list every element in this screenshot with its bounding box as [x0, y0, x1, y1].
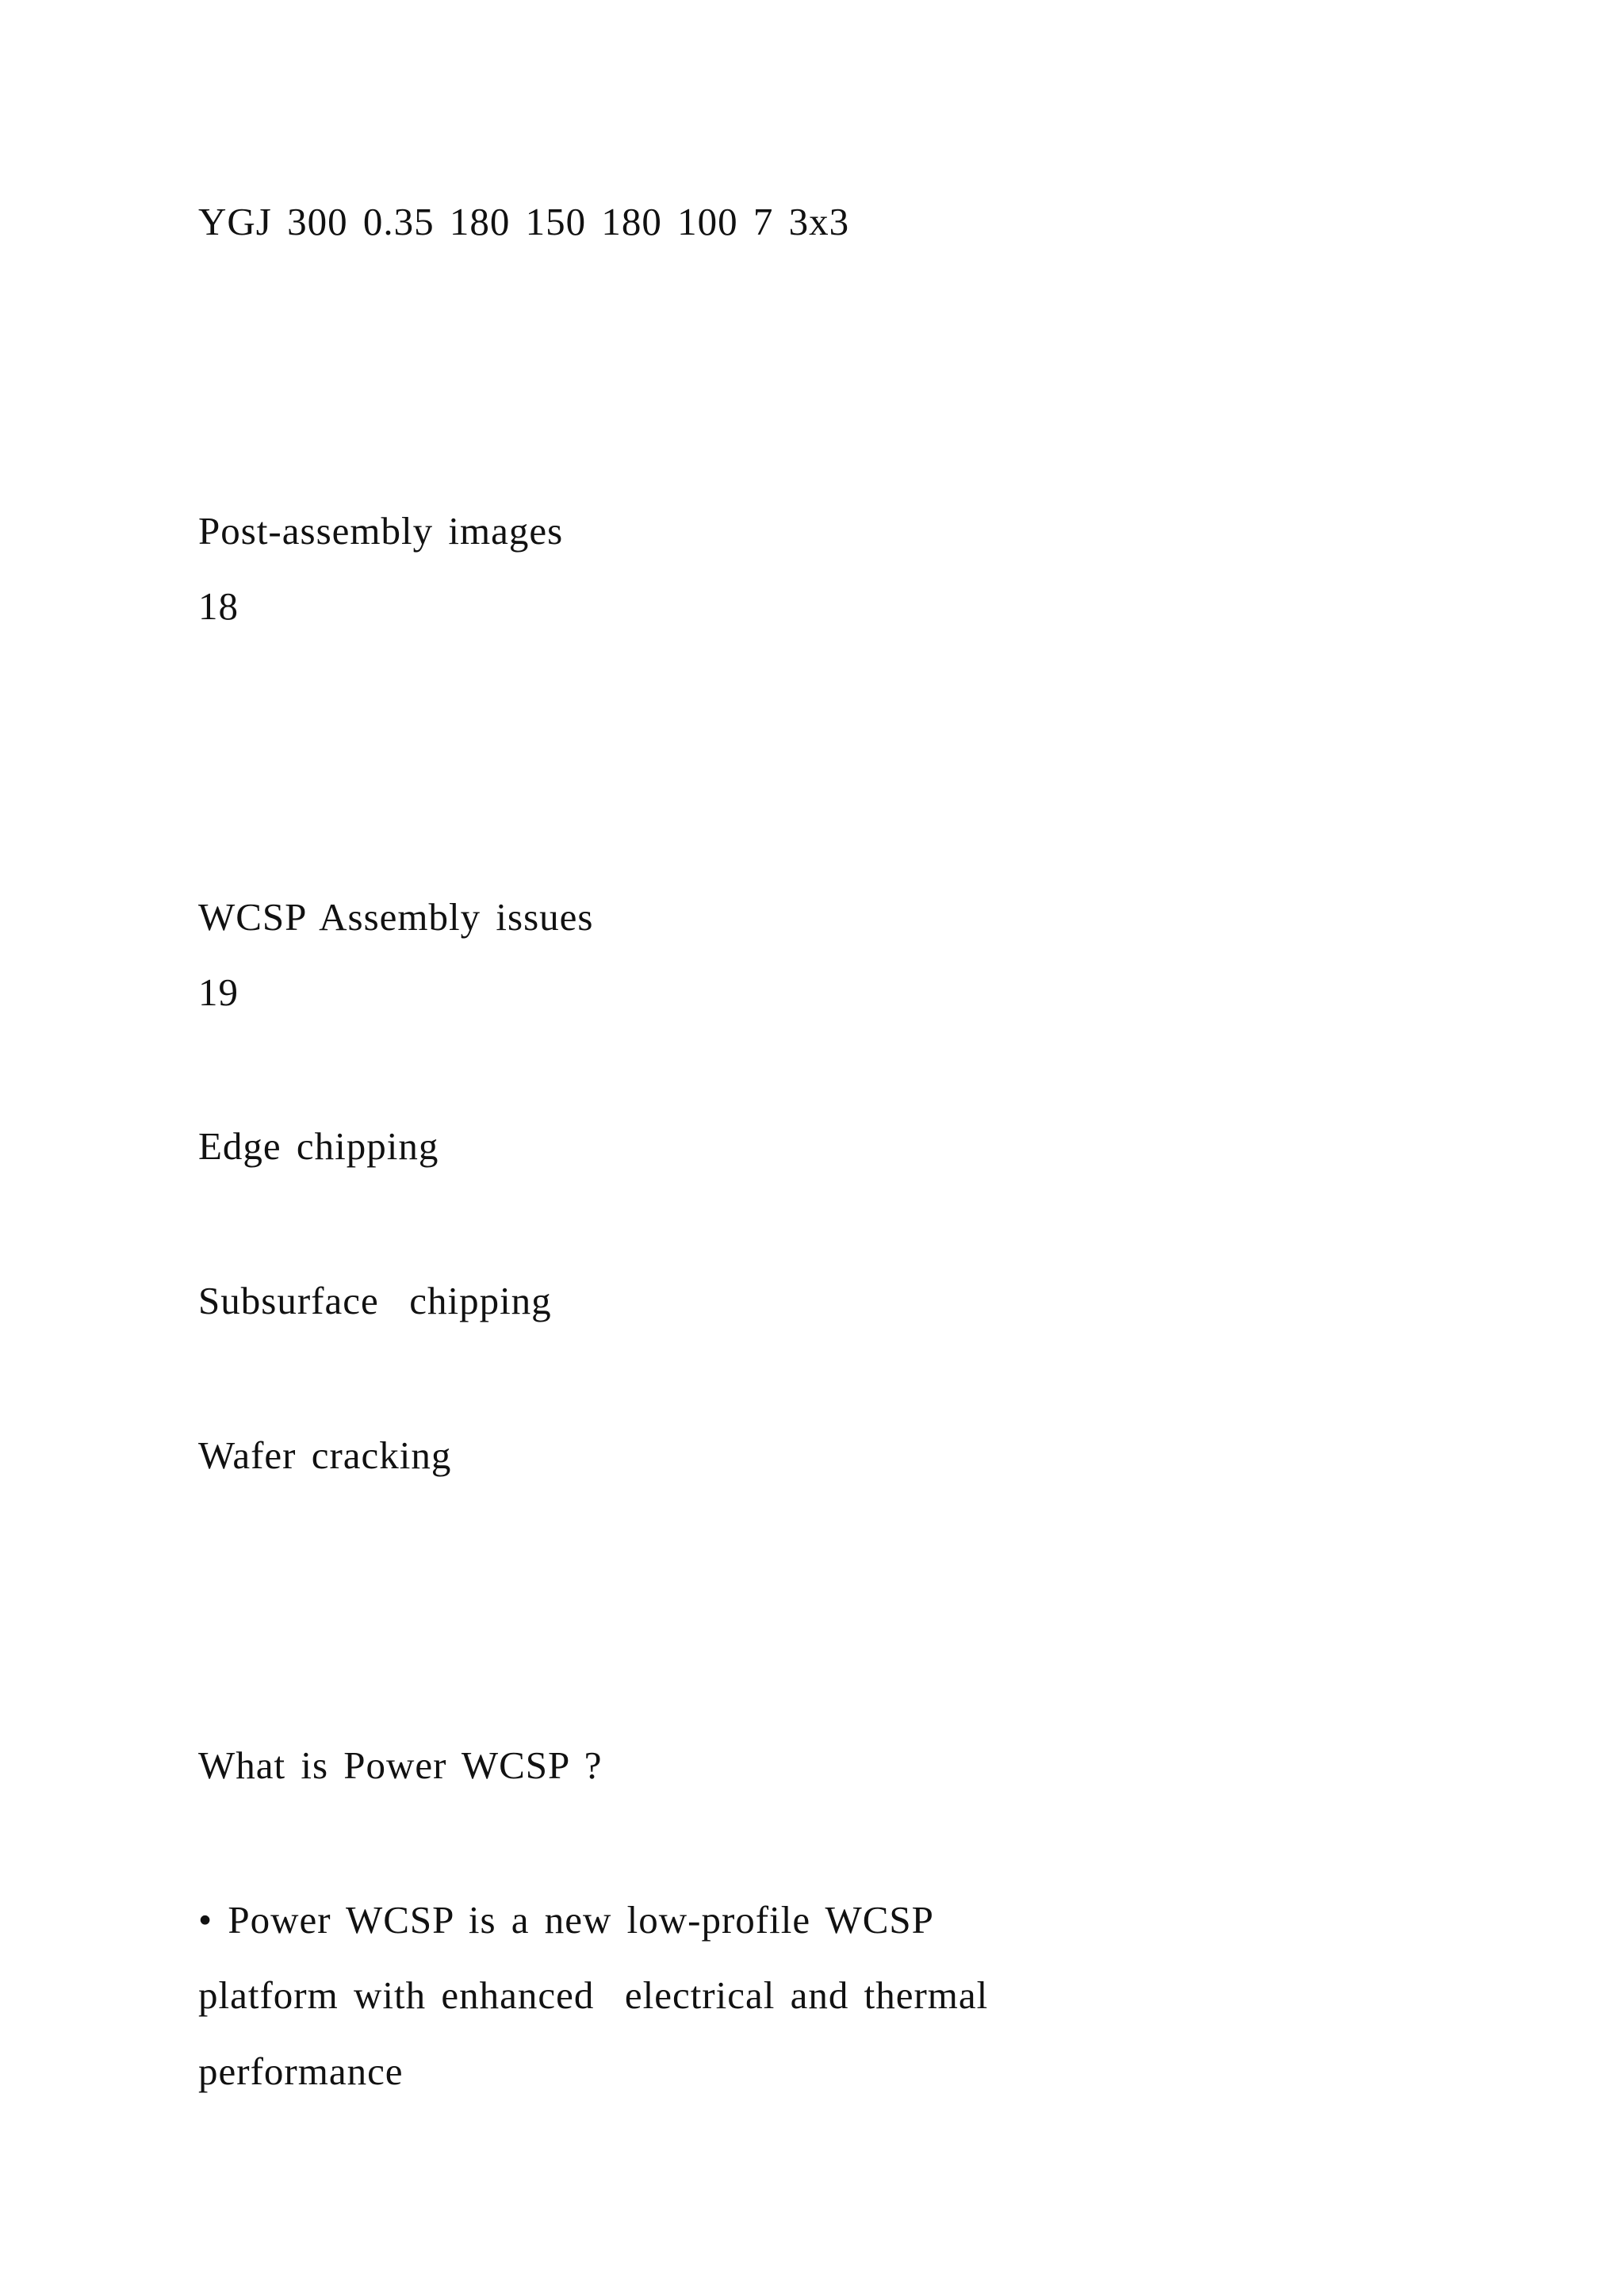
section-heading-post-assembly: Post-assembly images	[198, 509, 564, 553]
body-text-line: platform with enhanced electrical and thermal	[198, 1973, 989, 2017]
page-number: 19	[198, 970, 239, 1014]
body-text-line: performance	[198, 2049, 404, 2093]
page-number: 18	[198, 584, 239, 628]
issue-item-edge-chipping: Edge chipping	[198, 1124, 439, 1168]
issue-item-subsurface-chipping: Subsurface chipping	[198, 1279, 552, 1322]
section-heading-assembly-issues: WCSP Assembly issues	[198, 895, 594, 939]
body-text-line: • Power WCSP is a new low-profile WCSP	[198, 1898, 934, 1942]
section-heading-power-wcsp: What is Power WCSP ?	[198, 1743, 603, 1787]
table-data-row: YGJ 300 0.35 180 150 180 100 7 3x3	[198, 200, 850, 243]
issue-item-wafer-cracking: Wafer cracking	[198, 1433, 452, 1477]
